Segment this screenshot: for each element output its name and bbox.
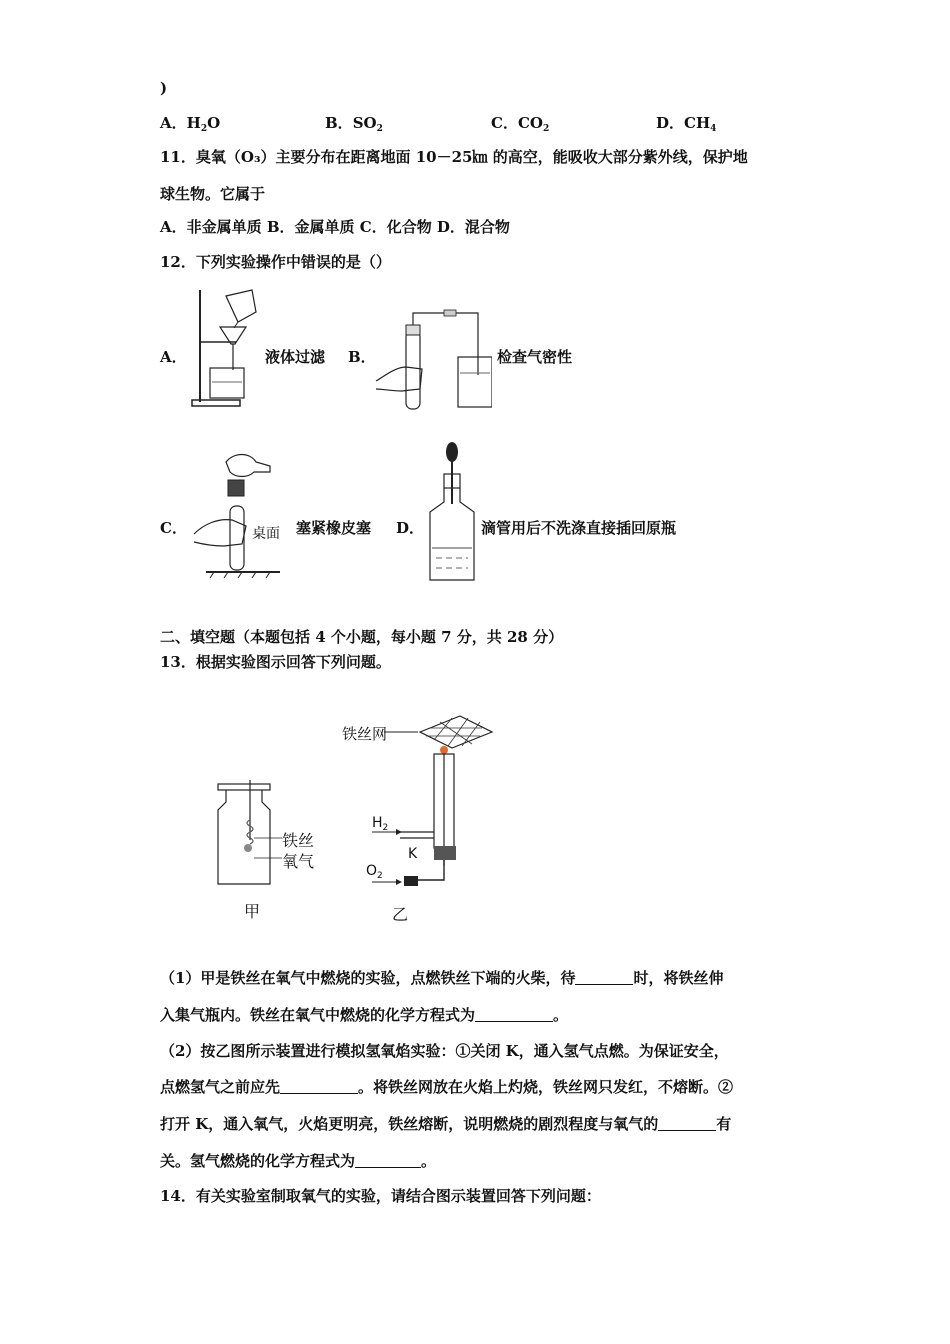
iron-mesh-label: 铁丝网 — [342, 725, 388, 743]
dropper-bottle-figure — [424, 440, 480, 582]
figure-yi-label: 乙 — [392, 905, 409, 924]
q12-option-b-letter[interactable]: B． — [348, 348, 376, 366]
text-segment: 。 — [421, 1152, 437, 1170]
formula-tail: O — [207, 114, 221, 132]
text-segment: （1）甲是铁丝在氧气中燃烧的实验，点燃铁丝下端的火柴，待 — [160, 969, 576, 987]
hydrogen-formula-sub: 2 — [382, 823, 389, 833]
formula-main: SO — [352, 114, 377, 132]
desk-surface-label: 桌面 — [252, 526, 280, 542]
q13-part1-line2 — [160, 1004, 568, 1025]
answer-blank[interactable] — [355, 1153, 421, 1168]
hydrogen-label — [372, 815, 388, 833]
q11-stem-line1: 11．臭氧（O₃）主要分布在距离地面 10－25㎞ 的高空，能吸收大部分紫外线，保护地 — [160, 148, 748, 166]
q13-part2-line1: （2）按乙图所示装置进行模拟氢氧焰实验：①关闭 K，通入氢气点燃。为保证安全， — [160, 1042, 729, 1060]
answer-blank[interactable] — [658, 1116, 716, 1131]
oxygen-formula-sub: 2 — [377, 871, 383, 881]
q10-option-b[interactable] — [325, 112, 383, 134]
q13-part2-line3 — [160, 1113, 731, 1134]
q12-option-a-letter[interactable]: A． — [160, 348, 187, 366]
q12-option-a-label: 液体过滤 — [265, 348, 326, 366]
q10-stem-tail: ) — [160, 79, 168, 97]
option-letter: A． — [160, 114, 187, 132]
q12-option-b-label: 检查气密性 — [497, 348, 573, 366]
option-letter: B． — [325, 114, 353, 132]
formula-main: CO — [517, 114, 543, 132]
q12-option-c-label: 塞紧橡皮塞 — [296, 519, 372, 537]
q10-option-a[interactable] — [160, 112, 220, 134]
q11-stem-line2: 球生物。它属于 — [160, 185, 266, 203]
section-2-header: 二、填空题（本题包括 4 个小题，每小题 7 分，共 28 分） — [160, 628, 564, 646]
text-segment: 点燃氢气之前应先 — [160, 1078, 281, 1096]
text-segment: 时，将铁丝伸 — [633, 969, 724, 987]
formula-sub: 4 — [710, 124, 717, 134]
option-letter: D． — [656, 114, 685, 132]
q10-option-d[interactable] — [656, 112, 716, 134]
text-segment: 入集气瓶内。铁丝在氧气中燃烧的化学方程式为 — [160, 1006, 476, 1024]
text-segment: 关。氢气燃烧的化学方程式为 — [160, 1152, 356, 1170]
iron-wire-label: 铁丝 — [282, 831, 315, 850]
answer-blank[interactable] — [475, 1007, 553, 1022]
q13-part2-line4 — [160, 1150, 436, 1171]
gas-jar-iron-wire-figure — [210, 780, 282, 888]
option-letter: C． — [491, 114, 518, 132]
answer-blank[interactable] — [280, 1079, 358, 1094]
oxygen-inlet-label — [366, 863, 383, 881]
text-segment: 。将铁丝网放在火焰上灼烧，铁丝网只发红，不熔断。② — [358, 1078, 734, 1096]
q12-stem: 12．下列实验操作中错误的是（） — [160, 253, 391, 271]
formula-main: CH — [684, 114, 711, 132]
q14-stem: 14．有关实验室制取氧气的实验，请结合图示装置回答下列问题： — [160, 1187, 601, 1205]
oxygen-label: 氧气 — [282, 852, 315, 871]
oxygen-formula-main: O — [366, 863, 378, 879]
text-segment: 有 — [716, 1115, 732, 1133]
q13-stem: 13．根据实验图示回答下列问题。 — [160, 653, 391, 671]
filtration-apparatus-figure — [190, 282, 260, 410]
text-segment: 。 — [553, 1006, 569, 1024]
airtightness-check-figure — [372, 305, 492, 413]
figure-jia-label: 甲 — [244, 902, 261, 921]
text-segment: 打开 K，通入氧气，火焰更明亮，铁丝熔断，说明燃烧的剧烈程度与氧气的 — [160, 1115, 659, 1133]
q10-option-c[interactable] — [491, 112, 549, 134]
formula-sub: 2 — [542, 124, 550, 134]
stopper-insertion-figure — [192, 448, 282, 578]
q13-part2-line2 — [160, 1076, 733, 1097]
q12-option-c-letter[interactable]: C． — [160, 519, 187, 537]
q12-option-d-letter[interactable]: D． — [396, 519, 425, 537]
q11-options: A．非金属单质 B．金属单质 C．化合物 D．混合物 — [160, 218, 510, 236]
q13-part1-line1 — [160, 967, 723, 988]
formula-sub: 2 — [376, 124, 383, 134]
formula-main: H — [186, 114, 201, 132]
answer-blank[interactable] — [575, 970, 633, 985]
valve-k-label: K — [408, 846, 418, 862]
formula-sub: 2 — [200, 124, 208, 134]
q12-option-d-label: 滴管用后不洗涤直接插回原瓶 — [481, 519, 677, 537]
hydrogen-formula-main: H — [372, 815, 383, 831]
